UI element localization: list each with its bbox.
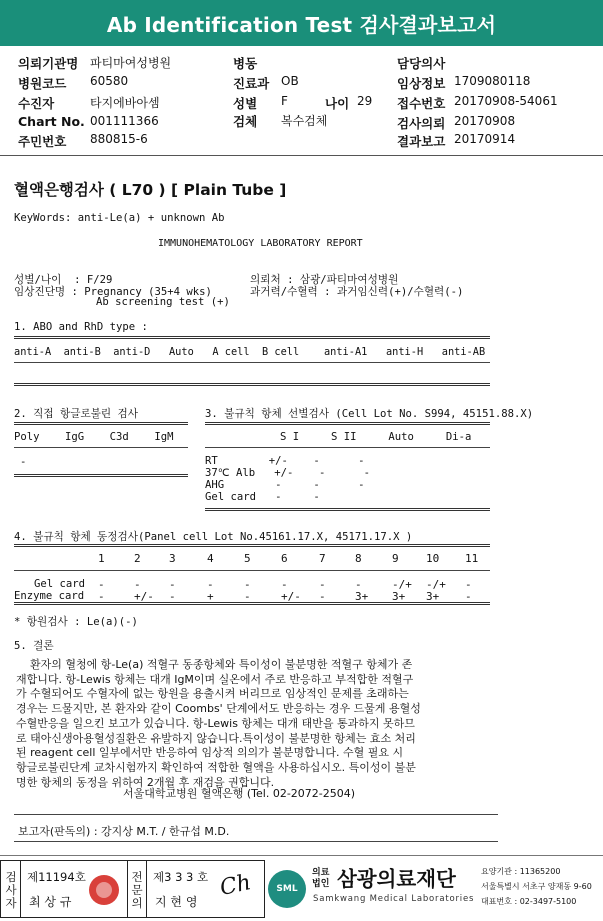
- panel-cell-number-10: 10: [426, 552, 440, 565]
- enzyme-card-label: Enzyme card: [14, 590, 85, 602]
- report-title: Ab Identification Test 검사결과보고서: [0, 0, 603, 46]
- clinical-label: 임상정보: [397, 76, 446, 91]
- screen-row-rt: RT +/- - -: [205, 455, 365, 467]
- phone: 대표번호 : 02-3497-5100: [481, 897, 577, 906]
- conclusion-title: 5. 결론: [14, 640, 54, 652]
- abo-header: anti-A anti-B anti-D Auto A cell B cell anti-A1 anti-H anti-AB: [14, 346, 486, 358]
- panel-rule-mid: [14, 570, 490, 571]
- abo-rule-bottom: [14, 383, 490, 386]
- signature: Ch: [217, 870, 254, 901]
- screen-rule-top: [205, 422, 490, 425]
- org-name: 삼광의료재단: [337, 867, 456, 891]
- gel-card-cell-3: -: [169, 578, 176, 591]
- resid-value: 880815-6: [90, 132, 148, 146]
- screen-title: 3. 불규칙 항체 선별검사 (Cell Lot No. S994, 45151.88.X): [205, 408, 534, 420]
- enzyme-card-cell-10: 3+: [426, 590, 440, 603]
- sig-divider-2: [127, 861, 128, 917]
- dat-title: 2. 직접 항글로불린 검사: [14, 408, 138, 420]
- panel-cell-number-11: 11: [465, 552, 479, 565]
- org-english: Samkwang Medical Laboratories: [313, 894, 475, 904]
- reporter-rule-bottom: [14, 841, 498, 842]
- gel-card-label: Gel card: [34, 578, 86, 590]
- gel-card-cell-11: -: [465, 578, 472, 591]
- seal-stamp: [89, 875, 119, 905]
- panel-cell-number-1: 1: [98, 552, 105, 565]
- gel-card-cell-2: -: [134, 578, 141, 591]
- specialist-vertical-label: 전문의: [131, 870, 143, 910]
- abo-rule-top: [14, 336, 490, 339]
- sex-label: 성별: [233, 96, 258, 111]
- chart-value: 001111366: [90, 114, 159, 128]
- gel-card-cell-10: -/+: [426, 578, 446, 591]
- diagnosis-line: 임상진단명 : Pregnancy (35+4 wks): [14, 286, 212, 298]
- screen-row-alb: 37℃ Alb +/- - -: [205, 467, 370, 479]
- specialist-name: 지 현 영: [155, 895, 198, 909]
- dat-rule-bottom: [14, 474, 188, 477]
- chart-label: Chart No.: [18, 114, 85, 129]
- panel-cell-number-9: 9: [392, 552, 399, 565]
- recv-value: 타지에바아셈: [90, 96, 160, 110]
- reqdate-label: 검사의뢰: [397, 116, 446, 131]
- screen-header: S I S II Auto Di-a: [280, 431, 472, 443]
- reqdate-value: 20170908: [454, 114, 516, 128]
- diagnosis-line-2: Ab screening test (+): [96, 296, 230, 308]
- sig-divider-1: [20, 861, 21, 917]
- gel-card-cell-1: -: [98, 578, 105, 591]
- enzyme-card-cell-2: +/-: [134, 590, 154, 603]
- doctor-label: 담당의사: [397, 56, 446, 71]
- panel-cell-number-4: 4: [207, 552, 214, 565]
- gel-card-cell-4: -: [207, 578, 214, 591]
- dat-row: -: [20, 456, 27, 468]
- patient-info: [0, 48, 603, 156]
- footer: [0, 855, 603, 921]
- examiner-name: 최 상 규: [29, 895, 72, 909]
- dat-rule-top: [14, 422, 188, 425]
- address: 서울특별시 서초구 양재동 9-60: [481, 882, 592, 891]
- specialist-number: 제3 3 3 호: [153, 870, 209, 884]
- gel-card-cell-9: -/+: [392, 578, 412, 591]
- dat-rule-mid: [14, 447, 188, 448]
- gel-card-cell-6: -: [281, 578, 288, 591]
- panel-cell-number-3: 3: [169, 552, 176, 565]
- inst-value: 파티마여성병원: [90, 56, 172, 70]
- ward-label: 병동: [233, 56, 258, 71]
- repdate-value: 20170914: [454, 132, 516, 146]
- reception-value: 20170908-54061: [454, 94, 558, 108]
- history-line: 과거력/수혈력 : 과거임신력(+)/수혈력(-): [250, 286, 464, 298]
- screen-rule-bottom: [205, 508, 490, 511]
- specimen-label: 검체: [233, 114, 258, 129]
- panel-cell-number-8: 8: [355, 552, 362, 565]
- recv-label: 수진자: [18, 96, 55, 111]
- sml-logo: SML: [268, 870, 306, 908]
- hosp-value: 60580: [90, 74, 129, 88]
- panel-title: 4. 불규칙 항체 동정검사(Panel cell Lot No.45161.17.X, 45171.17.X ): [14, 531, 413, 543]
- clinical-value: 1709080118: [454, 74, 531, 88]
- inst-label: 의뢰기관명: [18, 56, 79, 71]
- section-title: 혈액은행검사 ( L70 ) [ Plain Tube ]: [14, 181, 287, 199]
- enzyme-card-cell-9: 3+: [392, 590, 406, 603]
- dept-value: OB: [281, 74, 299, 88]
- enzyme-card-cell-8: 3+: [355, 590, 369, 603]
- enzyme-card-cell-3: -: [169, 590, 176, 603]
- conclusion-text: 환자의 혈청에 항-Le(a) 적혈구 동종항체와 특이성이 불분명한 적혈구 항체가 존 재합니다. 항-Lewis 항체는 대개 IgM이며 실온에서 주로 반응하고 부적합한 적혈구 가 수혈되어도 수혈자에 없는 항원을 용출시켜 버리므로 임상적인 문제를 초래하는 경우는 드물지만, 본 환자와 같이 Coombs' 단계에서도 반응하는 경우 드물게 용혈성 수혈반응을 일으킨 보고가 있습니다. 항-Lewis 항체는 대개 태반을 통과하지 못하므 로 태아신생아용혈성질환은 유발하지 않습니다.특이성이 불분명한 항체는 효소 처리 된 reagent cell 일부에서만 반응하여 임상적 의의가 불분명합니다. 수혈 필요 시 항글로불린단계 교차시험까지 확인하여 적합한 혈액을 사용하십시오. 특이성이 불분 명한 항체의 동정을 위하여 2개월 후 재검을 권합니다.: [16, 658, 421, 789]
- screen-row-gel: Gel card - -: [205, 491, 320, 503]
- enzyme-card-cell-5: -: [244, 590, 251, 603]
- dept-label: 진료과: [233, 76, 270, 91]
- panel-cell-number-7: 7: [319, 552, 326, 565]
- enzyme-card-cell-7: -: [319, 590, 326, 603]
- enzyme-card-cell-6: +/-: [281, 590, 301, 603]
- enzyme-card-cell-4: +: [207, 590, 214, 603]
- sex-value: F: [281, 94, 288, 108]
- requester-line: 의뢰처 : 삼광/파티마여성병원: [250, 274, 399, 286]
- panel-rule-bottom: [14, 602, 490, 605]
- dat-header: Poly IgG C3d IgM: [14, 431, 174, 443]
- examiner-vertical-label: 검사자: [5, 870, 17, 910]
- reception-label: 접수번호: [397, 96, 446, 111]
- reporter-line: 보고자(판독의) : 강지상 M.T. / 한규섭 M.D.: [18, 825, 230, 838]
- panel-cell-number-5: 5: [244, 552, 251, 565]
- panel-cell-number-2: 2: [134, 552, 141, 565]
- enzyme-card-cell-1: -: [98, 590, 105, 603]
- reg-number: 요양기관 : 11365200: [481, 867, 561, 876]
- gel-card-cell-7: -: [319, 578, 326, 591]
- lab-report-title: IMMUNOHEMATOLOGY LABORATORY REPORT: [158, 238, 363, 249]
- examiner-number: 제11194호: [27, 870, 86, 884]
- abo-title: 1. ABO and RhD type :: [14, 321, 148, 333]
- age-label: 나이: [325, 96, 350, 111]
- sig-divider-3: [146, 861, 147, 917]
- panel-rule-top: [14, 544, 490, 547]
- org-prefix: 의료 법인: [312, 868, 330, 889]
- gel-card-cell-8: -: [355, 578, 362, 591]
- repdate-label: 결과보고: [397, 134, 446, 149]
- antigen-line: * 항원검사 : Le(a)(-): [14, 616, 138, 628]
- sex-age-line: 성별/나이 : F/29: [14, 274, 113, 286]
- enzyme-card-cell-11: -: [465, 590, 472, 603]
- panel-cell-number-6: 6: [281, 552, 288, 565]
- keywords: KeyWords: anti-Le(a) + unknown Ab: [14, 212, 225, 224]
- screen-rule-mid: [205, 447, 490, 448]
- reporter-rule-top: [14, 814, 498, 815]
- specimen-value: 복수검체: [281, 114, 328, 128]
- resid-label: 주민번호: [18, 134, 67, 149]
- age-value: 29: [357, 94, 373, 108]
- hosp-label: 병원코드: [18, 76, 67, 91]
- lab-name: 서울대학교병원 혈액은행 (Tel. 02-2072-2504): [123, 787, 356, 800]
- signature-box: [0, 860, 265, 918]
- abo-rule-mid: [14, 362, 490, 363]
- screen-row-ahg: AHG - - -: [205, 479, 365, 491]
- gel-card-cell-5: -: [244, 578, 251, 591]
